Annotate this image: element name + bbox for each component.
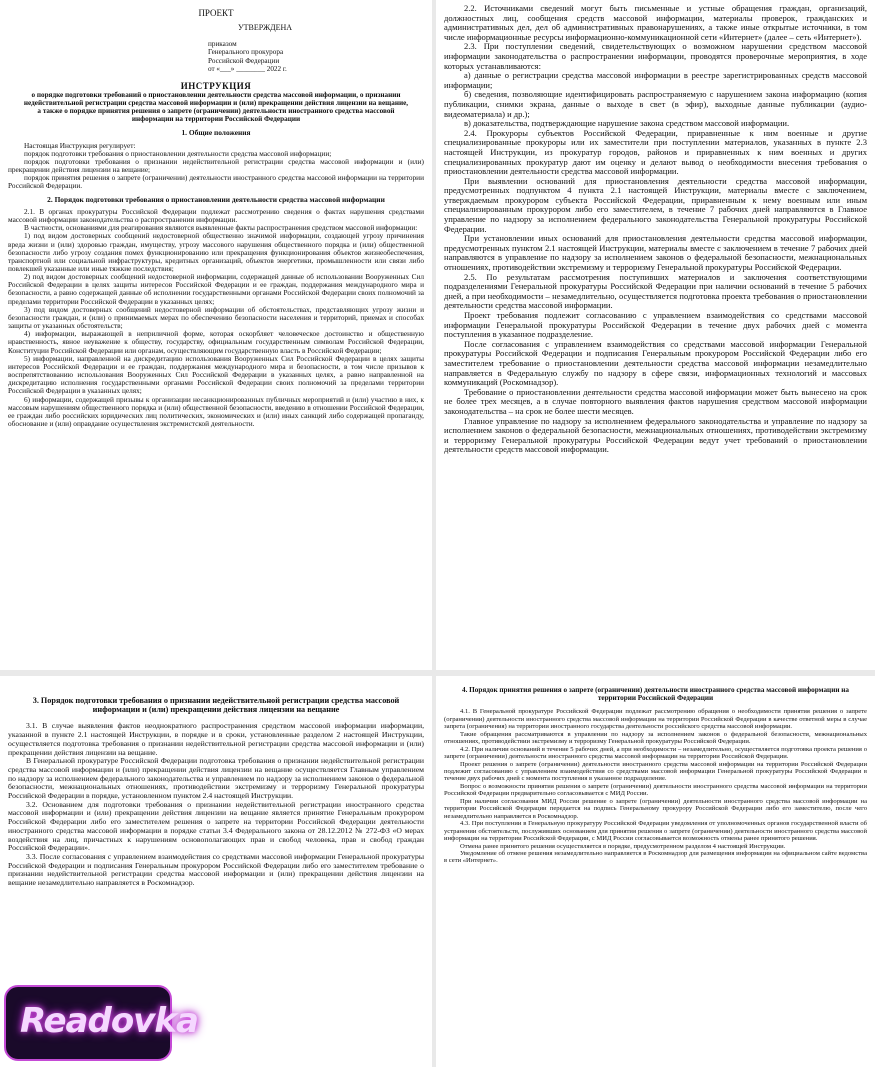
paragraph: 2.1. В органах прокуратуры Российской Федерации подлежат рассмотрению сведения о фактах нарушения средствами массовой информации законодательства о распространении информации.	[8, 206, 424, 225]
paragraph: 2.5. По результатам рассмотрения поступивших материалов и заключения соответствующими подразделениями Генеральной прокуратуры Российской Федерации при наличии оснований в течение 5 рабочих дней, а при необходимости – незамедлительно, осуществляется подготовка проекта требования о приостановлении деятельности средства массовой информации.	[444, 271, 867, 311]
section-3-heading: 3. Порядок подготовки требования о признании недействительной регистрации средства массовой информации и (или) прекращении действия лицензии на вещание	[32, 696, 400, 715]
draft-label: ПРОЕКТ	[198, 8, 234, 18]
paragraph: Такие обращения рассматриваются в управлении по надзору за исполнением законов о федеральной безопасности, межнациональных отношениях, противодействии экстремизму и терроризму Генеральной прокуратуры Российской Федерации.	[444, 730, 867, 746]
paragraph: После согласования с управлением взаимодействия со средствами массовой информации Генеральной прокуратуры Российской Федерации и подписания Генеральным прокурором Российской Федерации либо его заместителем требование о приостановлении деятельности средства массовой информации незамедлительно направляется в Федеральную службу по надзору в сфере связи, информационных технологий и массовых коммуникаций (Роскомнадзор).	[444, 338, 867, 388]
paragraph: б) сведения, позволяющие идентифицировать распространяемую с нарушением закона информацию (копия публикации, снимки экрана, данные о выходе в свет (в эфир), выходные данные публикации (аудио-видеоматериала) и др.);	[444, 89, 867, 119]
paragraph: Отмена ранее принятого решения осуществляется в порядке, предусмотренном разделом 4 настоящей Инструкции.	[460, 842, 786, 850]
document-page-4	[436, 676, 875, 1067]
paragraph: Уведомление об отмене решения незамедлительно направляется в Роскомнадзор для размещения информации на официальном сайте ведомства в сети «Интернет».	[444, 850, 867, 865]
document-title: ИНСТРУКЦИЯ	[180, 81, 252, 92]
paragraph: 5) информации, направленной на дискредитацию использования Вооруженных Сил Российской Федерации в целях защиты интересов Российской Федерации и ее граждан, поддержания международного мира и безопасности, в том числе призывов к воспрепятствованию использования Вооруженных Сил Российской Федерации в указанных целях, а равно направленной на дискредитацию исполнения государственными органами Российской Федерации своих полномочий за пределами территории Российской Федерации в указанных целях;	[8, 353, 424, 396]
approved-line: Генерального прокурора	[208, 48, 284, 57]
paragraph: порядок принятия решения о запрете (ограничении) деятельности иностранного средства массовой информации на территории Российской Федерации.	[8, 173, 424, 191]
paragraph: Проект решения о запрете (ограничении) деятельности иностранного средства массовой информации на территории Российской Федерации подлежит согласованию с управлением взаимодействия со средствами массовой информации Генеральной прокуратуры Российской Федерации в течение двух рабочих дней с момента поступления в указанное подразделение.	[444, 760, 867, 783]
paragraph: порядок подготовки требования о приостановлении деятельности средства массовой информации;	[24, 148, 332, 158]
section-3-body	[8, 722, 424, 887]
paragraph: 4.2. При наличии оснований в течение 5 рабочих дней, а при необходимости – незамедлительно, осуществляется подготовка проекта решения о запрете (ограничении) деятельности иностранного средства массовой информации на территории Российской Федерации.	[444, 745, 867, 761]
paragraph: При выявлении оснований для приостановления деятельности средства массовой информации, предусмотренных подпунктом 4 пункта 2.1 настоящей Инструкции, материалы вместе с заключением, утверждаемым прокурором субъекта Российской Федерации, приравненным к нему военным или иным специализированным прокурором либо его заместителем, в течение 7 рабочих дней направляются в Главное управление по надзору за исполнением федерального законодательства Генеральной прокуратуры Российской Федерации.	[444, 175, 867, 234]
paragraph: 2.3. При поступлении сведений, свидетельствующих о возможном нарушении средством массовой информации законодательства о распространении информации, проводятся проверочные мероприятия, в ходе которых устанавливаются:	[444, 41, 867, 71]
approved-line: приказом	[208, 40, 237, 49]
paragraph: 2.4. Прокуроры субъектов Российской Федерации, приравненные к ним военные и другие специализированные прокуроры или их заместители при поступлении материалов, указанных в пункте 2.3 настоящей Инструкции, из прокуратур городов, районов и приравненных к ним военных и других специализированных прокуратур дают им оценку и делают вывод о необходимости внесения требования о приостановлении деятельности средства массовой информации.	[444, 127, 867, 177]
paragraph: а) данные о регистрации средства массовой информации в реестре зарегистрированных средств массовой информации;	[444, 70, 867, 90]
section-1-heading: 1. Общие положения	[181, 128, 251, 138]
paragraph: 2.2. Источниками сведений могут быть письменные и устные обращения граждан, организаций, должностных лиц, сообщения средств массовой информации, материалы проверок, гражданских и административных дел, дел об административных правонарушениях, а также иные открытые источники, в том числе информационные ресурсы информационно-коммуникационной сети «Интернет» (далее – сеть «Интернет»).	[444, 3, 867, 42]
paragraph: 4.1. В Генеральной прокуратуре Российской Федерации подлежат рассмотрению обращения о необходимости принятия решения о запрете (ограничении) деятельности иностранного средства массовой информации на территории Российской Федерации в качестве ответной меры в случае запрета (ограничения) на территории иностранного государства деятельности российского средства массовой информации.	[444, 708, 867, 731]
paragraph: При наличии согласования МИД России решение о запрете (ограничении) деятельности иностранного средства массовой информации на территории Российской Федерации передается на подпись Генеральному прокурору Российской Федерации либо его заместителю, после чего незамедлительно направляется в Роскомнадзор.	[444, 797, 867, 820]
readovka-logo	[4, 985, 198, 1061]
paragraph: 4) информации, выражающей в неприличной форме, которая оскорбляет человеческое достоинство и общественную нравственность, явное неуважение к обществу, государству, официальным государственным символам Российской Федерации, Конституции Российской Федерации или органам, осуществляющим государственную власть в Российской Федерации;	[8, 329, 424, 355]
section-4-body	[444, 708, 867, 865]
paragraph: При установлении иных оснований для приостановления деятельности средства массовой информации, предусмотренных пунктом 2.1 настоящей Инструкции, материалы вместе с заключением в течение 7 рабочих дней направляются в управление по надзору за исполнением законов о федеральной безопасности, межнациональных отношениях, противодействии экстремизму и терроризму Генеральной прокуратуры Российской Федерации.	[444, 233, 867, 273]
paragraph: в) доказательства, подтверждающие нарушение закона средством массовой информации.	[464, 118, 790, 129]
document-page-2	[436, 0, 875, 670]
paragraph: 4.3. При поступлении в Генеральную прокуратуру Российской Федерации уведомления от уполномоченных органов государственной власти об устранении обстоятельств, послуживших основанием для принятия решения о запрете (ограничении) деятельности иностранного средства массовой информации на территории Российской Федерации, с МИД России согласовывается возможность отмены ранее принятого решения.	[444, 820, 867, 843]
paragraph: 3.2. Основанием для подготовки требования о признании недействительной регистрации иностранного средства массовой информации и (или) прекращении действия лицензии на вещание является принятие Генеральным прокурором Российской Федерации либо его заместителем решения о запрете на территории Российской Федерации деятельности иностранного средства массовой информации в порядке статьи 3.4 Федерального закона от 28.12.2012 № 272-ФЗ «О мерах воздействия на лиц, причастных к нарушениям основополагающих прав и свобод человека, прав и свобод граждан Российской Федерации».	[8, 799, 424, 853]
document-page-1	[0, 0, 432, 670]
approved-line: Российской Федерации	[208, 56, 280, 65]
paragraph: 2) под видом достоверных сообщений недостоверной информации, содержащей данные об использовании Вооруженных Сил Российской Федерации в целях защиты интересов Российской Федерации и ее граждан, поддержания международного мира и безопасности, а равно содержащей данные об исполнении государственными органами Российской Федерации своих полномочий за пределами территории Российской Федерации в указанных целях;	[8, 272, 424, 306]
paragraph: Вопрос о возможности принятия решения о запрете (ограничении) деятельности иностранного средства массовой информации на территории Российской Федерации предварительно согласовывается с МИД России.	[444, 782, 867, 798]
paragraph: Требование о приостановлении деятельности средства массовой информации может быть вынесено на срок не более трех месяцев, а в случае повторного выявления фактов нарушения средством массовой информации законодательства – на срок не более шести месяцев.	[444, 386, 867, 416]
paragraph: Проект требования подлежит согласованию с управлением взаимодействия со средствами массовой информации Генеральной прокуратуры Российской Федерации в течение двух рабочих дней с момента поступления в указанное подразделение.	[444, 310, 867, 340]
paragraph: Настоящая Инструкция регулирует:	[24, 140, 136, 150]
section-2-heading: 2. Порядок подготовки требования о приостановлении деятельности средства массовой информации	[47, 194, 385, 204]
paragraph: 3) под видом достоверных сообщений недостоверной информации об обстоятельствах, представляющих угрозу жизни и безопасности граждан, и (или) о принимаемых мерах по обеспечению безопасности населения и территорий, приемах и способах защиты от указанных обстоятельств;	[8, 304, 424, 331]
approval-block	[208, 24, 424, 73]
paragraph: 1) под видом достоверных сообщений недостоверной общественно значимой информации, создающей угрозу причинения вреда жизни и (или) здоровью граждан, имуществу, угрозу массового нарушения общественного порядка и (или) общественной безопасности либо угрозу создания помех функционированию или прекращения функционирования объектов жизнеобеспечения, транспортной или социальной инфраструктуры, кредитных организаций, объектов энергетики, промышленности или связи либо повлекшей указанные или иные тяжкие последствия;	[8, 231, 424, 274]
section-4-heading: 4. Порядок принятия решения о запрете (ограничении) деятельности иностранного средства массовой информации на территории Российской Федерации	[461, 686, 850, 703]
approved-label: УТВЕРЖДЕНА	[238, 23, 293, 32]
approved-line: от «___» ________ 2022 г.	[208, 64, 287, 73]
section-2-body	[8, 208, 424, 428]
paragraph: Главное управление по надзору за исполнением федерального законодательства и управление по надзору за исполнением законов о федеральной безопасности, межнациональных отношениях, противодействии экстремизму и терроризму Генеральной прокуратуры Российской Федерации ведут учет требований о приостановлении деятельности средств массовой информации.	[444, 415, 867, 455]
section-2-continuation	[444, 4, 867, 455]
logo-text: Readovka	[20, 1001, 198, 1041]
paragraph: 3.3. После согласования с управлением взаимодействия со средствами массовой информации Генеральной прокуратуры Российской Федерации и подписания Генеральным прокурором Российской Федерации либо его заместителем требование о признании недействительной регистрации средства массовой информации и (или) прекращении действия лицензии на вещание незамедлительно направляется в Роскомнадзор.	[8, 851, 424, 888]
document-subtitle: о порядке подготовки требований о приостановлении деятельности средства массовой информации, о признании недействительной регистрации средства массовой информации и (или) прекращении действия лицензии на вещание, а также о порядке принятия решения о запрете (ограничении) деятельности иностранного средства массовой информации на территории Российской Федерации	[23, 91, 409, 124]
paragraph: В частности, основаниями для реагирования являются выявленные факты распространения средством массовой информации:	[24, 223, 418, 233]
paragraph: порядок подготовки требования о признании недействительной регистрации средства массовой информации и (или) прекращении действия лицензии на вещание;	[8, 157, 424, 175]
paragraph: 6) информации, содержащей призывы к организации несанкционированных публичных мероприятий и (или) участию в них, к массовым нарушениям общественного порядка и (или) общественной безопасности, введению в отношении Российской Федерации, ее граждан либо российских юридических лиц политических, экономических и (или) иных санкций либо содержащей пропаганду, обоснование и (или) оправдание осуществления экстремистской деятельности.	[8, 394, 424, 428]
paragraph: В Генеральной прокуратуре Российской Федерации подготовка требования о признании недействительной регистрации средства массовой информации и (или) прекращении действия лицензии на вещание осуществляется Главным управлением по надзору за исполнением федерального законодательства и управлением по надзору за исполнением законов о федеральной безопасности, межнациональных отношениях, противодействии экстремизму и терроризму Генеральной прокуратуры Российской Федерации в порядке, установленном пунктом 2.4 настоящей Инструкции.	[8, 756, 424, 801]
section-1-body	[8, 142, 424, 191]
paragraph: 3.1. В случае выявления фактов неоднократного распространения средством массовой информации информации, указанной в пункте 2.1 настоящей Инструкции, в порядке и в сроки, установленные разделом 2 настоящей Инструкции, осуществляется подготовка требования о признании недействительной регистрации средства массовой информации и (или) прекращении действия лицензии на вещание.	[8, 721, 424, 757]
